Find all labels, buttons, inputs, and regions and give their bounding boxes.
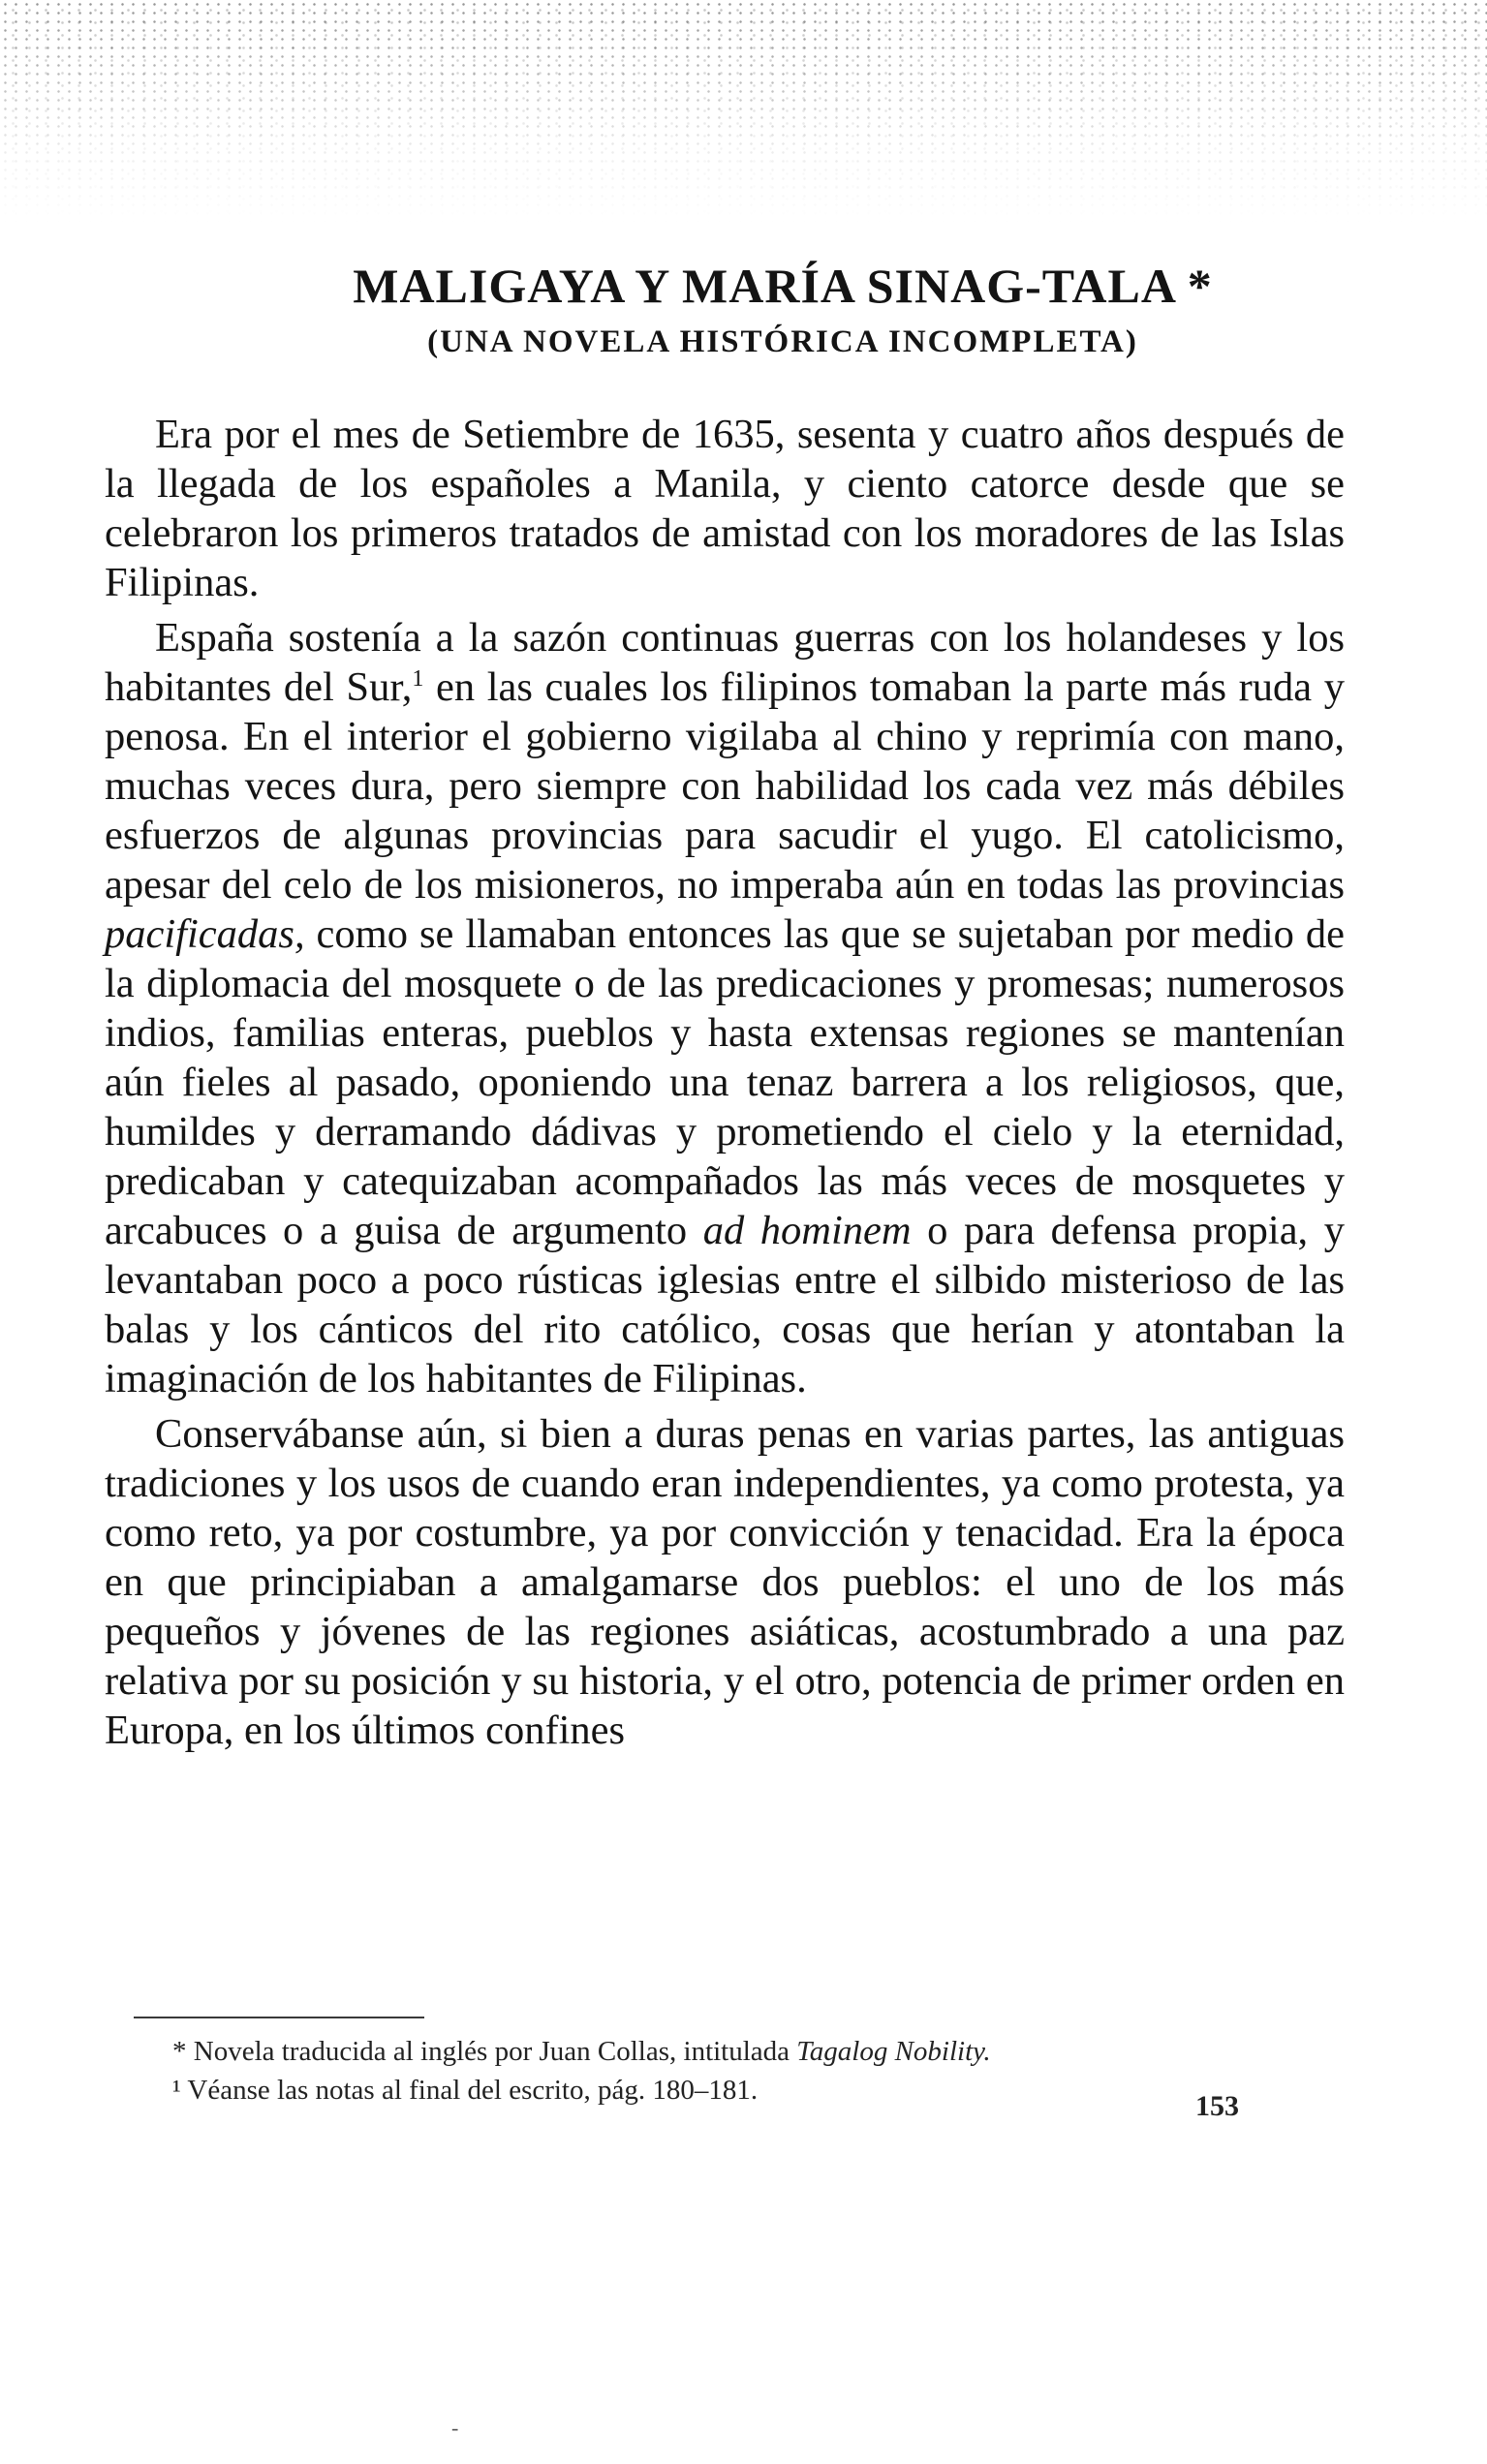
paragraph-1: Era por el mes de Setiembre de 1635, sesenta y cuatro años después de la llegada de los españoles a Manila, y ciento catorce desde que se celebraron los primeros tratados de amistad con los moradores de las Islas Filipinas. <box>105 412 1345 605</box>
paragraph-3: Conservábanse aún, si bien a duras penas en varias partes, las antiguas tradiciones y los usos de cuando eran independientes, ya como protesta, ya como reto, ya por costumbre, ya por convicción y tenacidad. Era la época en que principiaban a amalgamarse dos pueblos: el uno de los más pequeños y jóvenes de las regiones asiáticas, acostumbrado a una paz relativa por su posición y su historia, y el otro, potencia de primer orden en Europa, en los últimos confines <box>105 1411 1345 1753</box>
body-text <box>105 410 1345 1755</box>
page-number: 153 <box>1195 2090 1239 2122</box>
footnote-divider <box>134 2017 424 2018</box>
paragraph-2 <box>105 613 1345 1403</box>
paragraph-2-part-c: como se llamaban entonces las que se sujetaban por medio de la diplomacia del mosquete o de las predicaciones y promesas; numerosos indios, familias enteras, pueblos y hasta extensas regiones se mantenían aún fieles al pasado, oponiendo una tenaz barrera a los religiosos, que, humildes y derramando dádivas y prometiendo el cielo y la eternidad, predicaban y catequizaban acompañados las más veces de mosquetes y arcabuces o a guisa de argumento <box>105 911 1345 1253</box>
paragraph-2-italic-1: pacificadas, <box>105 911 305 957</box>
page-content <box>105 257 1345 1761</box>
paragraph-2-italic-2: ad hominem <box>702 1208 912 1253</box>
footnote-2: ¹ Véanse las notas al final del escrito, pág. 180–181. <box>172 2075 759 2106</box>
footnote-1-italic: Tagalog Nobility. <box>796 2036 991 2067</box>
paragraph-2-part-b: en las cuales los filipinos tomaban la parte más ruda y penosa. En el interior el gobierno vigilaba al chino y reprimía con mano, muchas veces dura, pero siempre con habilidad los cada vez más débiles esfuerzos de algunas provincias para sacudir el yugo. El catolicismo, apesar del celo de los misioneros, no imperaba aún en todas las provincias <box>105 664 1346 908</box>
paragraph-2-part-d: o para defensa propia, y levantaban poco a poco rústicas iglesias entre el silbido misterioso de las balas y los cánticos del rito católico, cosas que herían y atontaban la imaginación de los habitantes de Filipinas. <box>105 1208 1345 1401</box>
page-title: MALIGAYA Y MARÍA SINAG-TALA * <box>353 259 1213 313</box>
footnote-1-text: * Novela traducida al inglés por Juan Collas, intitulada <box>172 2036 797 2067</box>
page-subtitle: (UNA NOVELA HISTÓRICA INCOMPLETA) <box>427 324 1138 359</box>
paragraph-2-part-a: España sostenía a la sazón continuas guerras con los holandeses y los habitantes del Sur, <box>105 615 1345 710</box>
footnote-1 <box>172 2032 1383 2071</box>
scan-noise-band <box>0 0 1487 223</box>
stray-mark: - <box>451 2416 459 2440</box>
footnote-ref-1: 1 <box>412 665 424 692</box>
